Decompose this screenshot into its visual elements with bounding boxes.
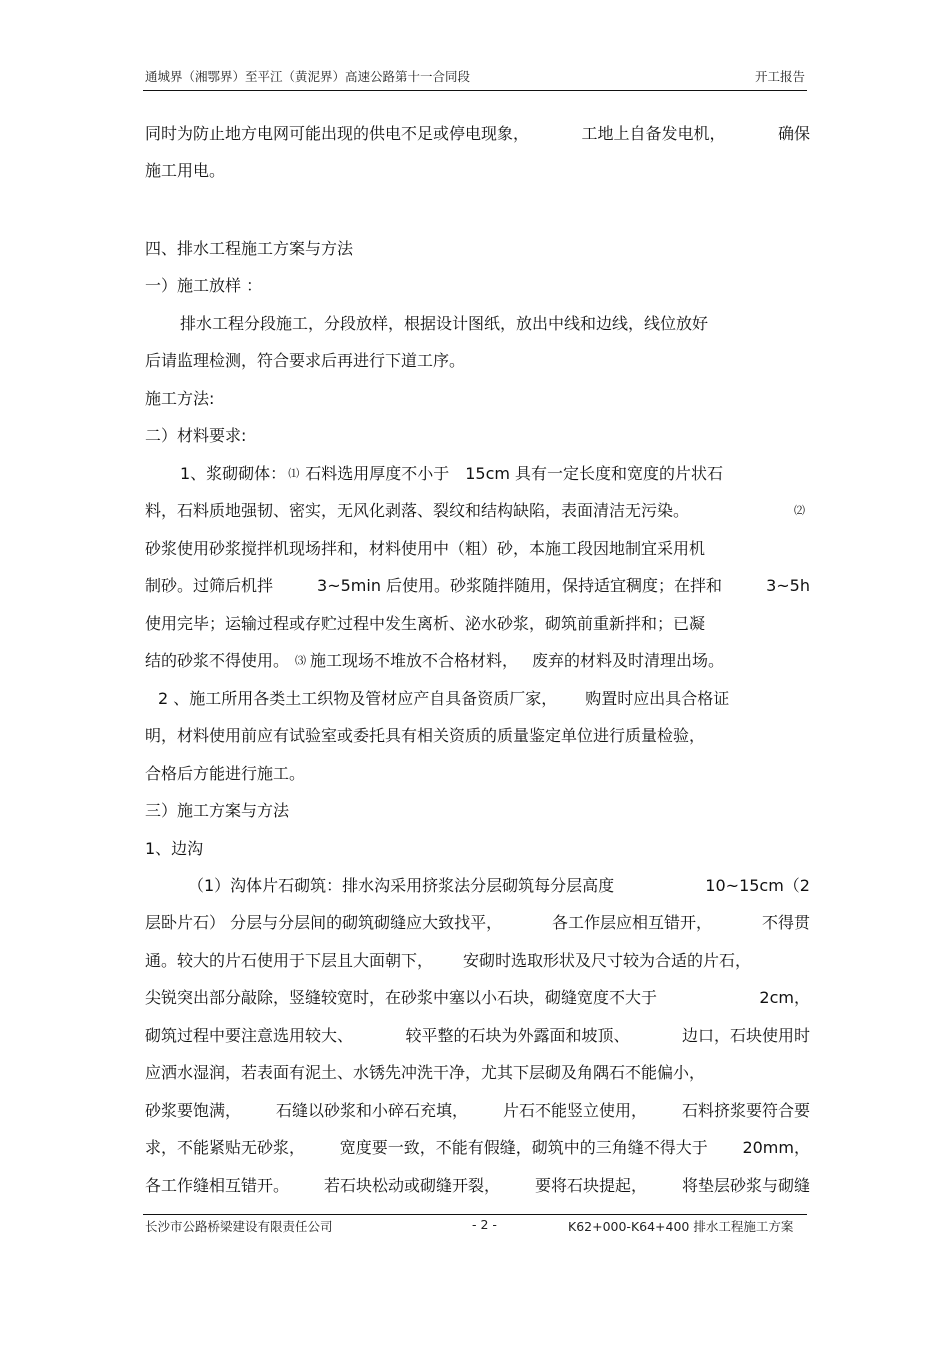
paragraph-line bbox=[188, 875, 810, 897]
text-segment: ⑴ bbox=[288, 467, 300, 480]
paragraph-line bbox=[180, 463, 810, 485]
paragraph-line bbox=[145, 987, 810, 1009]
paragraph-line: 应洒水湿润，若表面有泥土、水锈先冲洗干净，尤其下层砌及角隅石不能偏小， bbox=[145, 1063, 706, 1082]
text-segment: ⑵ bbox=[794, 504, 805, 517]
text-segment: 石缝以砂浆和小碎石充填， bbox=[275, 1101, 468, 1120]
text-segment: 要将石块提起， bbox=[534, 1176, 647, 1195]
paragraph-line: 排水工程分段施工，分段放样，根据设计图纸，放出中线和边线，线位放好 bbox=[180, 314, 709, 333]
paragraph-line bbox=[145, 1025, 810, 1047]
paragraph-line: 砂浆使用砂浆搅拌机现场拌和，材料使用中（粗）砂，本施工段因地制宜采用机 bbox=[145, 539, 706, 558]
footer-document-title: K62+000-K64+400 排水工程施工方案 bbox=[568, 1219, 794, 1234]
paragraph-line: 施工用电。 bbox=[145, 161, 226, 180]
paragraph-line: 明，材料使用前应有试验室或委托具有相关资质的质量鉴定单位进行质量检验， bbox=[145, 726, 706, 745]
text-segment: 通。较大的片石使用于下层且大面朝下， bbox=[145, 951, 434, 970]
header-divider bbox=[143, 90, 807, 91]
text-segment: 10~15cm（2 bbox=[705, 876, 810, 895]
footer-page-number: - 2 - bbox=[472, 1217, 497, 1232]
section-heading: 四、排水工程施工方案与方法 bbox=[145, 239, 354, 258]
text-segment: 层卧片石） 分层与分层间的砌筑砌缝应大致找平， bbox=[145, 913, 503, 932]
header-project-title: 通城界（湘鄂界）至平江（黄泥界）高速公路第十一合同段 bbox=[145, 69, 471, 84]
paragraph-line: 使用完毕；运输过程或存贮过程中发生离析、泌水砂浆，砌筑前重新拌和；已凝 bbox=[145, 614, 706, 633]
text-segment: 3~5h bbox=[766, 576, 810, 595]
text-segment: （1）沟体片石砌筑：排水沟采用挤浆法分层砌筑每分层高度 bbox=[188, 876, 615, 895]
text-segment: 若石块松动或砌缝开裂， bbox=[323, 1176, 500, 1195]
text-segment: 石料挤浆要符合要 bbox=[681, 1101, 810, 1120]
text-segment: 各工作层应相互错开， bbox=[552, 913, 713, 932]
text-segment: 砌筑过程中要注意选用较大、 bbox=[145, 1026, 354, 1045]
text-segment: 2 、施工所用各类土工织物及管材应产自具备资质厂家， bbox=[158, 689, 558, 708]
text-segment: 同时为防止地方电网可能出现的供电不足或停电现象， bbox=[145, 124, 530, 143]
text-segment: 制砂。过筛后机拌 bbox=[145, 576, 274, 595]
text-segment: ⑶ bbox=[295, 654, 307, 667]
paragraph-line bbox=[145, 1175, 810, 1197]
text-segment: 石料选用厚度不小于 bbox=[305, 464, 450, 483]
paragraph-line: 施工方法: bbox=[145, 389, 215, 408]
text-segment: 购置时应出具合格证 bbox=[585, 689, 730, 708]
text-segment: 尖锐突出部分敲除，竖缝较宽时，在砂浆中塞以小石块，砌缝宽度不大于 bbox=[145, 988, 658, 1007]
text-segment: 废弃的材料及时清理出场。 bbox=[532, 651, 725, 670]
text-segment: 较平整的石块为外露面和坡顶、 bbox=[405, 1026, 630, 1045]
subsection-heading: 三）施工方案与方法 bbox=[145, 801, 290, 820]
text-segment: 确保 bbox=[777, 124, 810, 143]
paragraph-line bbox=[145, 575, 810, 597]
paragraph-line: 合格后方能进行施工。 bbox=[145, 764, 306, 783]
text-segment: 片石不能竖立使用， bbox=[502, 1101, 647, 1120]
text-segment: 3~5min 后使用。砂浆随拌随用，保持适宜稠度；在拌和 bbox=[317, 576, 723, 595]
paragraph-line bbox=[145, 650, 810, 672]
header-report-type: 开工报告 bbox=[754, 69, 805, 84]
text-segment: 不得贯 bbox=[761, 913, 810, 932]
paragraph-line bbox=[145, 1100, 810, 1122]
text-segment: 结的砂浆不得使用。 bbox=[145, 651, 290, 670]
text-segment: 宽度要一致，不能有假缝，砌筑中的三角缝不得大于 bbox=[339, 1138, 708, 1157]
footer-divider bbox=[143, 1214, 807, 1215]
text-segment: 1、浆砌砌体： bbox=[180, 464, 287, 483]
text-segment: 2cm， bbox=[759, 988, 810, 1007]
text-segment: 各工作缝相互错开。 bbox=[145, 1176, 290, 1195]
paragraph-line bbox=[158, 688, 798, 710]
paragraph-line bbox=[145, 500, 805, 522]
subsection-heading: 1、边沟 bbox=[145, 839, 204, 858]
footer-company: 长沙市公路桥梁建设有限责任公司 bbox=[145, 1219, 333, 1234]
paragraph-line bbox=[145, 912, 810, 934]
text-segment: 安砌时选取形状及尺寸较为合适的片石， bbox=[463, 951, 752, 970]
text-segment: 边口，石块使用时 bbox=[681, 1026, 810, 1045]
paragraph-line: 后请监理检测，符合要求后再进行下道工序。 bbox=[145, 351, 466, 370]
subsection-heading: 一）施工放样 ： bbox=[145, 276, 263, 295]
text-segment: 工地上自备发电机， bbox=[581, 124, 726, 143]
paragraph-line bbox=[145, 950, 810, 972]
subsection-heading: 二）材料要求: bbox=[145, 426, 247, 445]
paragraph-line bbox=[145, 1137, 810, 1159]
text-segment: 15cm 具有一定长度和宽度的片状石 bbox=[465, 464, 724, 483]
text-segment: 料，石料质地强韧、密实，无风化剥落、裂纹和结构缺陷，表面清洁无污染。 bbox=[145, 501, 690, 520]
text-segment: 求，不能紧贴无砂浆， bbox=[145, 1138, 306, 1157]
text-segment: 20mm， bbox=[742, 1138, 810, 1157]
text-segment: 施工现场不堆放不合格材料， bbox=[310, 651, 519, 670]
paragraph-line bbox=[145, 123, 810, 145]
text-segment: 将垫层砂浆与砌缝 bbox=[681, 1176, 810, 1195]
text-segment: 砂浆要饱满， bbox=[145, 1101, 242, 1120]
